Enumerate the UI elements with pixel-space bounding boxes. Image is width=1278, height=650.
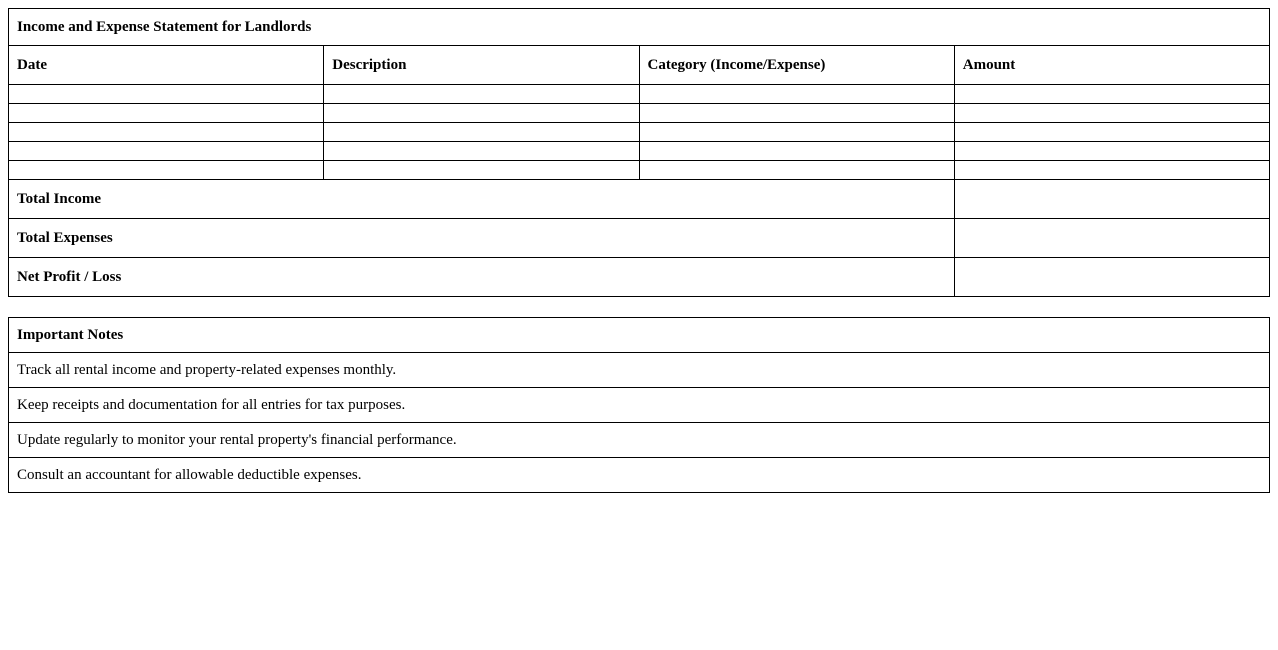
total-expenses-row xyxy=(9,219,1270,258)
table-row[interactable] xyxy=(9,104,1270,123)
column-header-category: Category (Income/Expense) xyxy=(639,46,954,85)
entry-category-cell[interactable] xyxy=(639,161,954,180)
notes-title: Important Notes xyxy=(9,318,1270,353)
note-text: Track all rental income and property-related expenses monthly. xyxy=(9,353,1270,388)
entry-description-cell[interactable] xyxy=(324,142,639,161)
column-header-description: Description xyxy=(324,46,639,85)
entry-date-cell[interactable] xyxy=(9,104,324,123)
entry-amount-cell[interactable] xyxy=(954,142,1269,161)
entry-category-cell[interactable] xyxy=(639,85,954,104)
entry-date-cell[interactable] xyxy=(9,123,324,142)
entry-date-cell[interactable] xyxy=(9,161,324,180)
entry-description-cell[interactable] xyxy=(324,123,639,142)
total-income-label: Total Income xyxy=(9,180,955,219)
entry-category-cell[interactable] xyxy=(639,142,954,161)
entry-description-cell[interactable] xyxy=(324,85,639,104)
net-profit-loss-amount[interactable] xyxy=(954,258,1269,297)
total-expenses-amount[interactable] xyxy=(954,219,1269,258)
entry-amount-cell[interactable] xyxy=(954,161,1269,180)
net-profit-loss-label: Net Profit / Loss xyxy=(9,258,955,297)
table-row[interactable] xyxy=(9,142,1270,161)
note-text: Consult an accountant for allowable deductible expenses. xyxy=(9,458,1270,493)
list-item xyxy=(9,458,1270,493)
total-income-row xyxy=(9,180,1270,219)
entry-amount-cell[interactable] xyxy=(954,123,1269,142)
note-text: Keep receipts and documentation for all entries for tax purposes. xyxy=(9,388,1270,423)
entry-date-cell[interactable] xyxy=(9,85,324,104)
entry-amount-cell[interactable] xyxy=(954,85,1269,104)
total-expenses-label: Total Expenses xyxy=(9,219,955,258)
table-row[interactable] xyxy=(9,123,1270,142)
income-expense-statement-table xyxy=(8,8,1270,297)
statement-header-row xyxy=(9,46,1270,85)
entry-category-cell[interactable] xyxy=(639,104,954,123)
important-notes-table xyxy=(8,317,1270,493)
column-header-date: Date xyxy=(9,46,324,85)
entry-date-cell[interactable] xyxy=(9,142,324,161)
list-item xyxy=(9,353,1270,388)
column-header-amount: Amount xyxy=(954,46,1269,85)
net-profit-loss-row xyxy=(9,258,1270,297)
note-text: Update regularly to monitor your rental property's financial performance. xyxy=(9,423,1270,458)
entry-category-cell[interactable] xyxy=(639,123,954,142)
notes-title-row xyxy=(9,318,1270,353)
statement-title: Income and Expense Statement for Landlords xyxy=(9,9,1270,46)
entry-amount-cell[interactable] xyxy=(954,104,1269,123)
entry-description-cell[interactable] xyxy=(324,161,639,180)
entry-description-cell[interactable] xyxy=(324,104,639,123)
table-row[interactable] xyxy=(9,85,1270,104)
list-item xyxy=(9,423,1270,458)
total-income-amount[interactable] xyxy=(954,180,1269,219)
statement-title-row xyxy=(9,9,1270,46)
table-row[interactable] xyxy=(9,161,1270,180)
list-item xyxy=(9,388,1270,423)
